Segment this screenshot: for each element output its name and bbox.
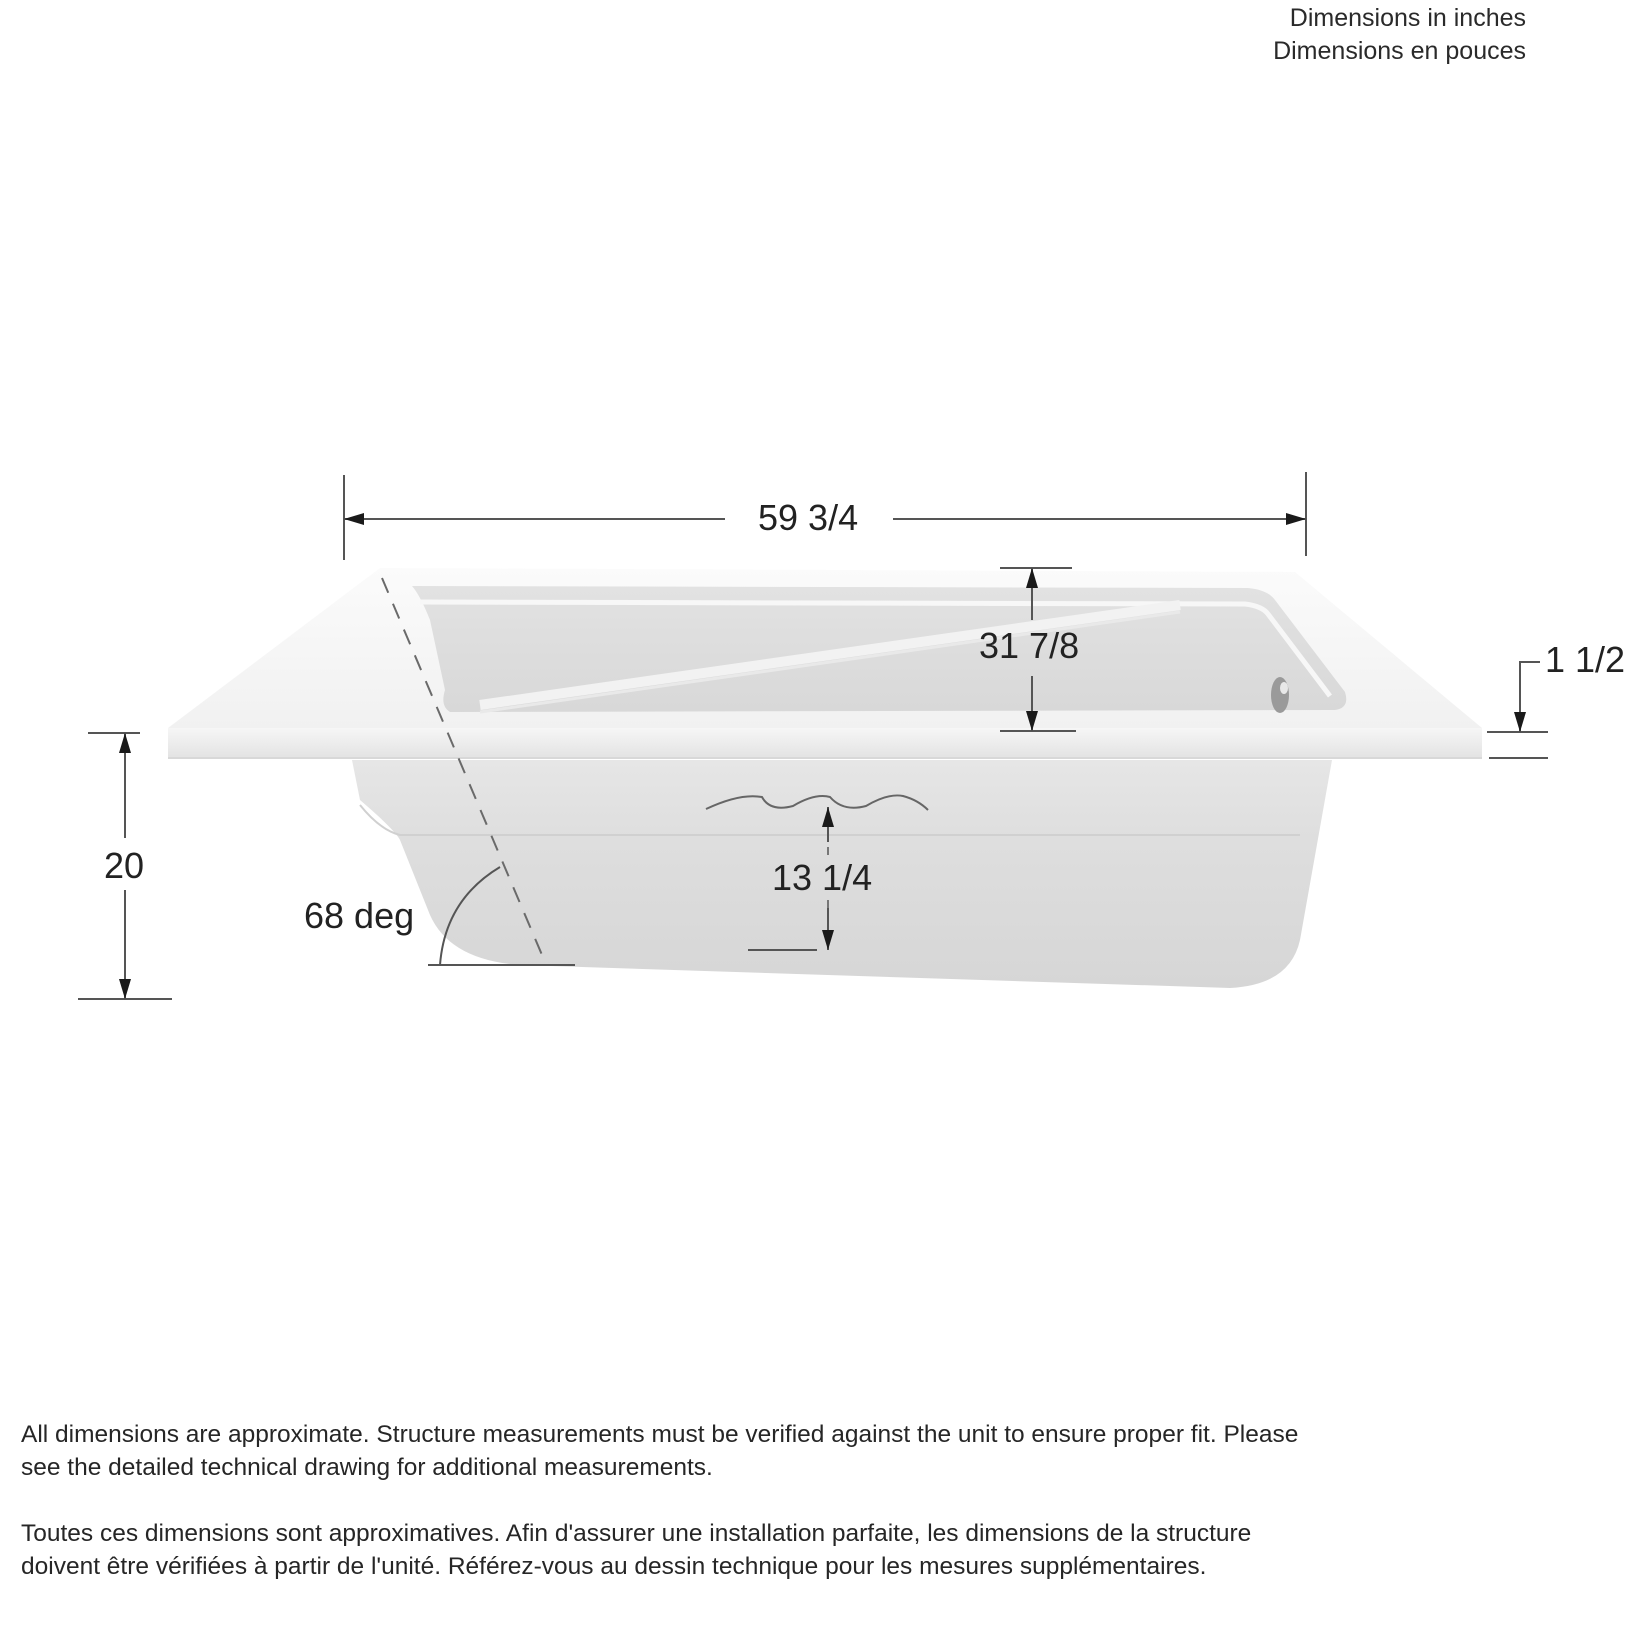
water-depth-label: 13 1/4 xyxy=(772,857,873,898)
disclaimer-english: All dimensions are approximate. Structure measurements must be verified against the unit to ensure proper fit. Please see the detailed technical drawing for additional measurements. xyxy=(21,1421,1299,1481)
width-label: 31 7/8 xyxy=(979,625,1080,666)
rim-thickness-dimension xyxy=(1487,662,1548,758)
tub-deck xyxy=(168,568,1482,758)
disclaimer xyxy=(21,1418,1321,1616)
disclaimer-french: Toutes ces dimensions sont approximatives. Afin d'assurer une installation parfaite, les dimensions de la structure doivent être vérifiées à partir de l'unité. Référez-vous au dessin technique pour les mesures supplémentaires. xyxy=(21,1520,1252,1580)
length-label: 59 3/4 xyxy=(758,497,859,538)
units-note-french: Dimensions en pouces xyxy=(1273,37,1526,65)
units-note-english: Dimensions in inches xyxy=(1289,4,1526,32)
backrest-angle-label: 68 deg xyxy=(304,895,415,936)
rim-thickness-label: 1 1/2 xyxy=(1545,639,1626,680)
height-label: 20 xyxy=(104,845,145,886)
